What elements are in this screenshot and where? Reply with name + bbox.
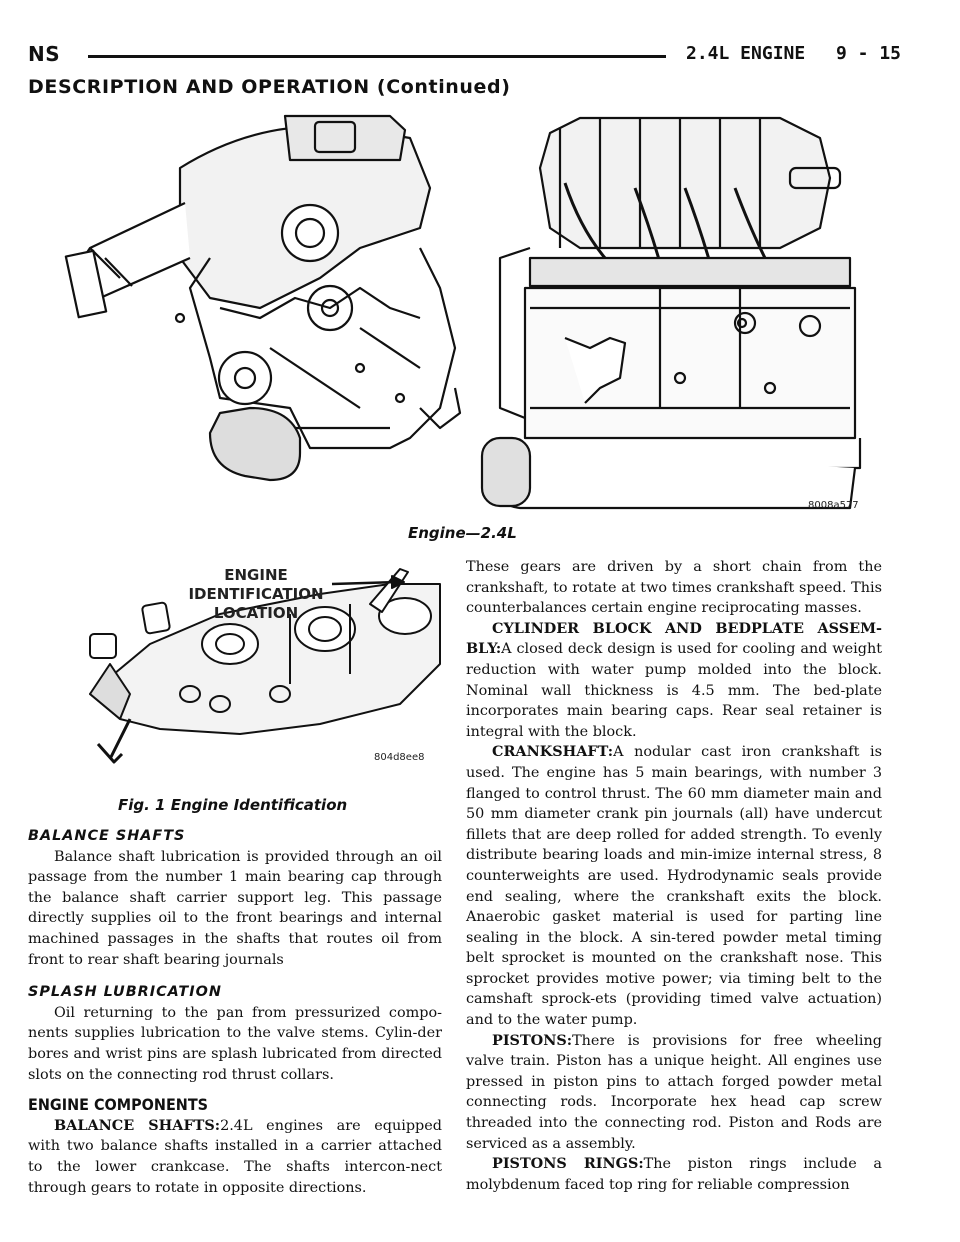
balance-shafts-lead: BALANCE SHAFTS: [54, 1116, 221, 1134]
pistons-lead: PISTONS: [492, 1031, 573, 1049]
figure-code-id: 804d8ee8 [374, 752, 425, 763]
page-number: 9 - 15 [836, 43, 902, 64]
figure-caption-id: Fig. 1 Engine Identification [118, 796, 348, 814]
cylinder-block-lead: CYLINDER BLOCK AND BEDPLATE ASSEM-BLY: [466, 619, 882, 658]
balance-shafts-component-text: 2.4L engines are equipped with two balance shafts installed in a carrier attached to the lower crankcase. The shafts intercon-nect through gears to rotate in opposite directions. [28, 1117, 442, 1196]
pistons-paragraph [466, 1031, 882, 1155]
chapter-title: 2.4L ENGINE [686, 43, 806, 64]
manual-section-code: NS [28, 42, 61, 66]
figure-caption-top: Engine—2.4L [408, 524, 517, 542]
header-rule [88, 55, 666, 58]
cylinder-block-paragraph [466, 619, 882, 743]
splash-lubrication-heading: SPLASH LUBRICATION [28, 984, 222, 1001]
engine-components-heading: ENGINE COMPONENTS [28, 1095, 209, 1115]
section-heading: DESCRIPTION AND OPERATION (Continued) [28, 76, 511, 98]
figure-code-top: 8008a577 [808, 500, 859, 511]
balance-shafts-heading: BALANCE SHAFTS [28, 828, 186, 844]
cylinder-block-text: A closed deck design is used for cooling and weight reduction with water pump molded into the block. Nominal wall thickness is 4.5 mm. The bed-plate incorporates main bearing caps. Rear seal retainer is integral with the block. [466, 641, 882, 740]
balance-shafts-text: Balance shaft lubrication is provided through an oil passage from the number 1 main bearing cap through the balance shaft carrier support leg. This passage directly supplies oil to the front bearings and internal machined passages in the shafts that routes oil from front to rear shaft bearing journals [28, 848, 442, 968]
callout-line-2: IDENTIFICATION [188, 585, 324, 603]
engine-illustration [60, 108, 880, 520]
piston-rings-text: The piston rings include a molybdenum faced top ring for reliable compression [466, 1156, 882, 1193]
pistons-text: There is provisions for free wheeling valve train. Piston has a unique height. All engines use pressed in piston pins to attach forged powder metal connecting rods. Incorporate hex head cap screw threaded into the connecting rod. Piston and Rods are serviced as a assembly. [466, 1032, 882, 1152]
callout-line-3: LOCATION [213, 604, 299, 622]
callout-label [186, 566, 326, 623]
engine-front-view [482, 118, 860, 508]
crankshaft-lead: CRANKSHAFT: [492, 743, 614, 761]
crankshaft-paragraph [466, 742, 882, 1030]
splash-lubrication-text: Oil returning to the pan from pressurized compo-nents supplies lubrication to the valve stems. Cylin-der bores and wrist pins are splash lubricated from directed slots on the connecting rod thrust collars. [28, 1004, 442, 1083]
crankshaft-text: A nodular cast iron crankshaft is used. The engine has 5 main bearings, with number 3 flanged to control thrust. The 60 mm diameter main and 50 mm diameter crank pin journals (all) have undercut fillets that are deep rolled for added strength. To evenly distribute bearing loads and min-imize internal stress, 8 counterweights are used. Hydrodynamic seals provide end sealing, where the crankshaft exits the block. Anaerobic gasket material is used for parting line sealing in the block. A sin-tered powder metal timing belt sprocket is mounted on the crankshaft nose. This sprocket provides motive power; via timing belt to the camshaft sprock-ets (providing timed valve actuation) and to the water pump. [466, 744, 882, 1029]
left-column [28, 820, 442, 1198]
continued-text: These gears are driven by a short chain from the crankshaft, to rotate at two times crankshaft speed. This counterbalances certain engine reciprocating masses. [466, 559, 882, 617]
piston-rings-lead: PISTONS RINGS: [492, 1155, 644, 1173]
engine-side-view [66, 116, 460, 480]
piston-rings-paragraph [466, 1154, 882, 1195]
balance-shafts-component [28, 1116, 442, 1198]
right-column [466, 557, 882, 1195]
callout-line-1: ENGINE [224, 566, 288, 584]
